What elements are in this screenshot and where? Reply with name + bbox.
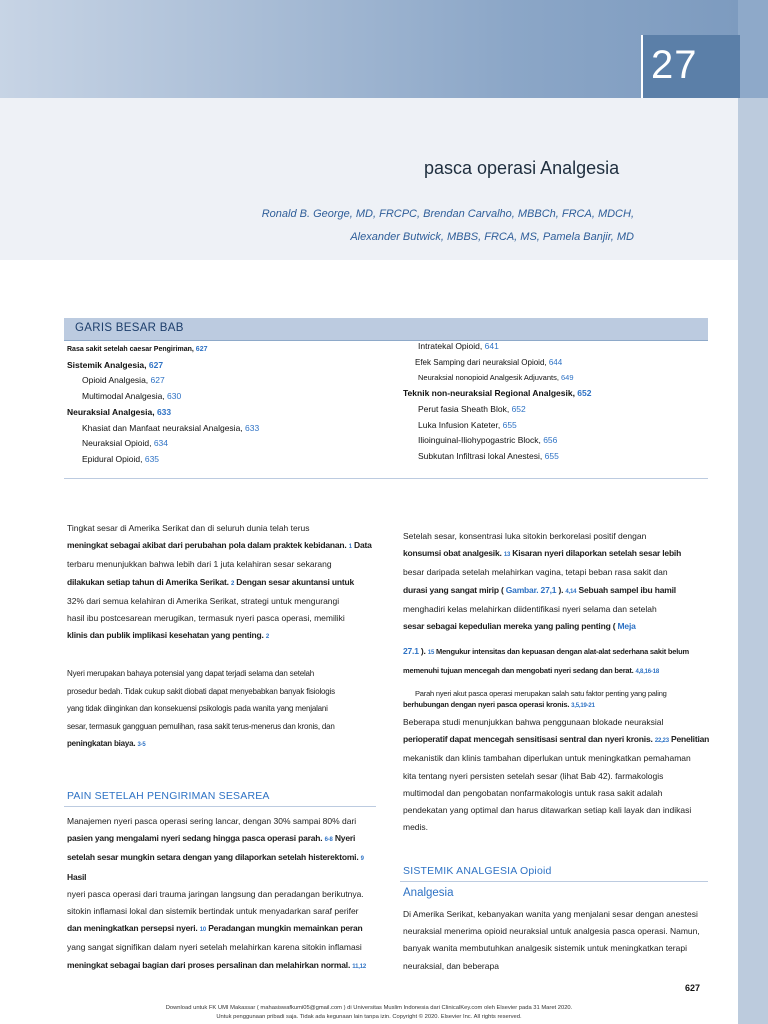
outline-item[interactable]: Neuraksial Opioid, 634 xyxy=(82,438,168,449)
right-column-paragraph-2: Parah nyeri akut pasca operasi merupakan salah satu faktor penting yang paling berhubungan dengan nyeri pasca operasi kronis. 3,5,19-21 xyxy=(403,689,667,709)
subsection-heading-analgesia: Analgesia xyxy=(403,887,454,899)
authors xyxy=(200,203,634,249)
right-column-paragraph-1: Setelah sesar, konsentrasi luka sitokin berkorelasi positif dengan konsumsi obat analgesik. 13 Kisaran nyeri dilaporkan setelah sesar lebih besar daripada setelah melahirkan vagina, tetapi beban rasa sakit dan durasi yang sangat mirip ( Gambar. 27,1 ). 4,14 Sebuah sampel ibu hamil menghadiri kelas melahirkan diidentifikasi nyeri selama dan setelah sesar sebagai kepedulian mereka yang paling penting ( Meja 27.1 ). 15 Mengukur intensitas dan kepuasan dengan alat-alat sederhana sakit belum memenuhi tujuan mencegah dan mengobati nyeri sedang dan berat. 4,8,16-18 xyxy=(403,531,689,676)
table-link-number[interactable]: 27.1 xyxy=(403,646,419,657)
outline-item[interactable]: Khasiat dan Manfaat neuraksial Analgesia, 633 xyxy=(82,422,260,433)
section-rule xyxy=(64,806,376,807)
right-column-paragraph-4: Di Amerika Serikat, kebanyakan wanita yang menjalani sesar dengan anestesi neuraksial menerima opioid neuraksial untuk analgesia pasca operasi. Namun, banyak wanita membutuhkan analgesik sistemik untuk meningkatkan terapi neuraksial, dan beberapa xyxy=(403,909,700,971)
outline-left-column xyxy=(67,342,259,468)
outline-item[interactable]: Neuraksial Analgesia, 633 xyxy=(67,406,172,417)
right-column-paragraph-3: Beberapa studi menunjukkan bahwa penggunaan blokade neuraksial perioperatif dapat mencegah sensitisasi sentral dan nyeri kronis. 22,23 Penelitian mekanistik dan klinis tambahan diperlukan untuk meningkatkan pemahaman kita tentang nyeri persisten setelah sesar (lihat Bab 42). farmakologis multimodal dan pengobatan nonfarmakologis untuk rasa sakit adalah pendekatan yang optimal dan harus ditawarkan setiap kali layak dan indikasi medis. xyxy=(403,717,710,833)
section-rule xyxy=(400,881,708,882)
right-margin-stripe xyxy=(738,0,768,1024)
outline-item[interactable]: Sistemik Analgesia, 627 xyxy=(67,359,164,370)
authors-line-2: Alexander Butwick, MBBS, FRCA, MS, Pamela Banjir, MD xyxy=(350,231,634,243)
figure-link[interactable]: Gambar. 27,1 xyxy=(505,584,557,595)
outline-item[interactable]: Intratekal Opioid, 641 xyxy=(418,341,499,351)
outline-item[interactable]: Perut fasia Sheath Blok, 652 xyxy=(418,403,526,414)
footer-line-1: Download untuk FK UMI Makassar ( mahasiswafkumi05@gmail.com ) di Universitas Muslim Indonesia dari ClinicalKey.com oleh Elsevier pada 31 Maret 2020. xyxy=(165,1005,573,1011)
outline-item[interactable]: Epidural Opioid, 635 xyxy=(82,453,160,464)
outline-item[interactable]: Teknik non-neuraksial Regional Analgesik, 652 xyxy=(403,388,592,399)
section-heading-pain: PAIN SETELAH PENGIRIMAN SESAREA xyxy=(67,790,270,802)
left-column-paragraph-1: Tingkat sesar di Amerika Serikat dan di seluruh dunia telah terus meningkat sebagai akibat dari perubahan pola dalam praktek kebidanan. 1 Data terbaru menunjukkan bahwa lebih dari 1 juta kelahiran sesar sekarang dilakukan setiap tahun di Amerika Serikat. 2 Dengan sesar akuntansi untuk 32% dari semua kelahiran di Amerika Serikat, strategi untuk mengurangi hasil ibu postcesarean merugikan, termasuk nyeri pasca operasi, memiliki klinis dan publik implikasi kesehatan yang penting. 2 xyxy=(67,523,372,641)
header-band xyxy=(0,0,738,98)
page-number: 627 xyxy=(685,983,701,993)
chapter-title: pasca operasi Analgesia xyxy=(424,158,620,178)
outline-item[interactable]: Luka Infusion Kateter, 655 xyxy=(418,419,517,430)
chapter-number: 27 xyxy=(651,43,698,87)
outline-item[interactable]: Rasa sakit setelah caesar Pengiriman, 627 xyxy=(67,346,208,353)
outline-item[interactable]: Neuraksial nonopioid Analgesik Adjuvants, 649 xyxy=(418,373,574,383)
outline-bottom-rule xyxy=(64,478,708,479)
chapter-outline-header xyxy=(64,318,708,341)
outline-right-column xyxy=(403,339,591,465)
outline-item[interactable]: Efek Samping dari neuraksial Opioid, 644 xyxy=(415,357,563,367)
table-link[interactable]: Meja xyxy=(617,621,636,632)
right-margin-stripe-top xyxy=(738,0,768,98)
footer-line-2: Untuk penggunaan pribadi saja. Tidak ada kegunaan lain tanpa izin. Copyright © 2020. Elsevier Inc. All rights reserved. xyxy=(216,1014,522,1020)
outline-item[interactable]: Ilioinguinal-Iliohypogastric Block, 656 xyxy=(418,435,558,446)
outline-item[interactable]: Opioid Analgesia, 627 xyxy=(82,375,165,386)
left-column-paragraph-2: Nyeri merupakan bahaya potensial yang dapat terjadi selama dan setelah prosedur bedah. Tidak cukup sakit diobati dapat menyebabkan banyak fisiologis yang tidak diinginkan dan konsekuensi psikologis pada wanita yang menjalani sesar, termasuk gangguan pemulihan, rasa sakit terus-menerus dan kronis, dan peningkatan biaya. 3-5 xyxy=(67,669,335,749)
chapter-outline-heading: GARIS BESAR BAB xyxy=(75,322,184,334)
authors-line-1: Ronald B. George, MD, FRCPC, Brendan Carvalho, MBBCh, FRCA, MDCH, xyxy=(261,208,634,220)
download-footer xyxy=(0,1004,738,1022)
section-heading-systemic: SISTEMIK ANALGESIA Opioid xyxy=(403,865,552,877)
outline-item[interactable]: Multimodal Analgesia, 630 xyxy=(82,391,182,402)
left-column-paragraph-3: Manajemen nyeri pasca operasi sering lancar, dengan 30% sampai 80% dari pasien yang mengalami nyeri sedang hingga pasca operasi parah. 6-8 Nyeri setelah sesar mungkin setara dengan yang dilaporkan setelah histerektomi. 9 Hasil nyeri pasca operasi dari trauma jaringan langsung dan peradangan berikutnya. sitokin inflamasi lokal dan sistemik bertindak untuk menyadarkan saraf perifer dan meningkatkan persepsi nyeri. 10 Peradangan mungkin memainkan peran yang sangat signifikan dalam nyeri setelah melahirkan karena sitokin inflamasi meningkat sebagai bagian dari proses persalinan dan melahirkan normal. 11,12 xyxy=(67,816,366,970)
outline-item[interactable]: Subkutan Infiltrasi lokal Anestesi, 655 xyxy=(418,450,559,461)
